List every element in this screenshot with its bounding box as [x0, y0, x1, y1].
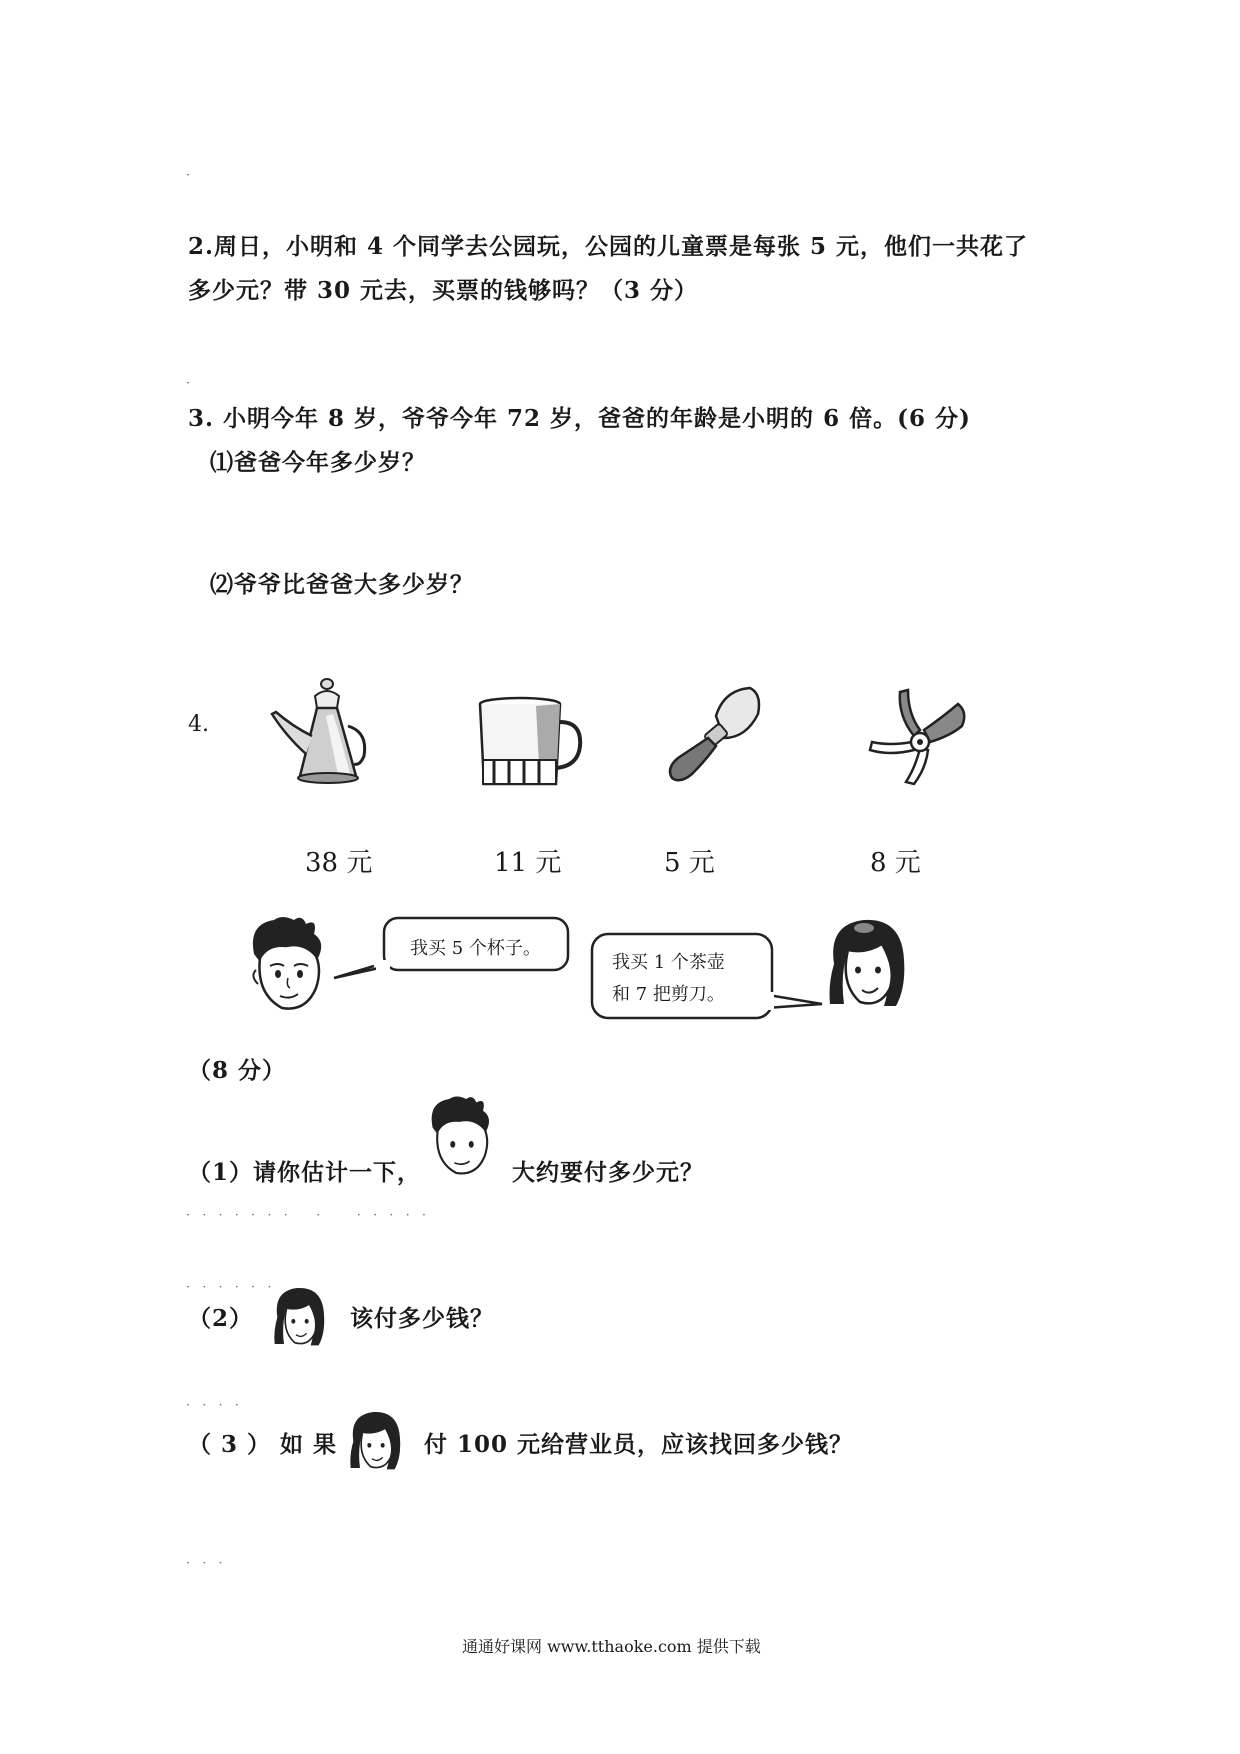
teapot-price: 38 元	[305, 848, 373, 878]
scan-dot: ·	[186, 376, 195, 391]
trowel-icon	[664, 686, 764, 790]
boy-avatar-small	[424, 1094, 500, 1182]
footer-credit: 通通好课网 www.tthaoke.com 提供下载	[462, 1637, 761, 1656]
q4-sub3-before: （ 3 ） 如 果	[188, 1431, 338, 1458]
q4-sub2-after: 该付多少钱？	[350, 1305, 494, 1332]
q4-score: （8 分）	[188, 1057, 287, 1084]
scan-dots-row: · · · · · ·	[186, 1280, 276, 1295]
girl-avatar-small-2	[348, 1408, 404, 1476]
girl-speech-line2: 和 7 把剪刀。	[612, 984, 725, 1005]
trowel-price: 5 元	[664, 848, 715, 878]
q4-sub1-after: 大约要付多少元？	[512, 1159, 704, 1186]
scan-dot: ·	[186, 168, 195, 183]
q4-sub3-after: 付 100 元给营业员，应该找回多少钱？	[424, 1431, 854, 1458]
q4-number: 4.	[188, 712, 209, 737]
scan-dots-row: · · ·	[186, 1556, 227, 1571]
q2-line2: 多少元？带 30 元去，买票的钱够吗？（3 分）	[188, 277, 699, 304]
scan-dots-row: · · · · · · · · · · · · ·	[186, 1208, 430, 1223]
teapot-icon	[270, 676, 370, 795]
q3-sub2: ⑵爷爷比爸爸大多少岁？	[210, 571, 474, 598]
scan-dots-row: · · · ·	[186, 1398, 243, 1413]
girl-avatar	[826, 914, 910, 1014]
boy-avatar	[244, 914, 334, 1018]
scissors-icon	[868, 686, 970, 790]
q3-sub1: ⑴爸爸今年多少岁？	[210, 449, 426, 476]
boy-speech-text: 我买 5 个杯子。	[410, 938, 541, 959]
q4-sub2-num: （2）	[188, 1305, 254, 1332]
cup-icon	[478, 696, 584, 795]
q2-line1: 2.周日，小明和 4 个同学去公园玩，公园的儿童票是每张 5 元，他们一共花了	[188, 233, 1029, 260]
girl-speech-line1: 我买 1 个茶壶	[612, 952, 725, 973]
cup-price: 11 元	[494, 848, 562, 878]
girl-avatar-small	[272, 1284, 328, 1352]
q3-title: 3. 小明今年 8 岁，爷爷今年 72 岁，爸爸的年龄是小明的 6 倍。(6 分)	[188, 405, 971, 432]
scissors-price: 8 元	[870, 848, 921, 878]
girl-speech-bubble	[590, 932, 826, 1026]
q4-sub1-before: （1）请你估计一下，	[188, 1159, 422, 1186]
